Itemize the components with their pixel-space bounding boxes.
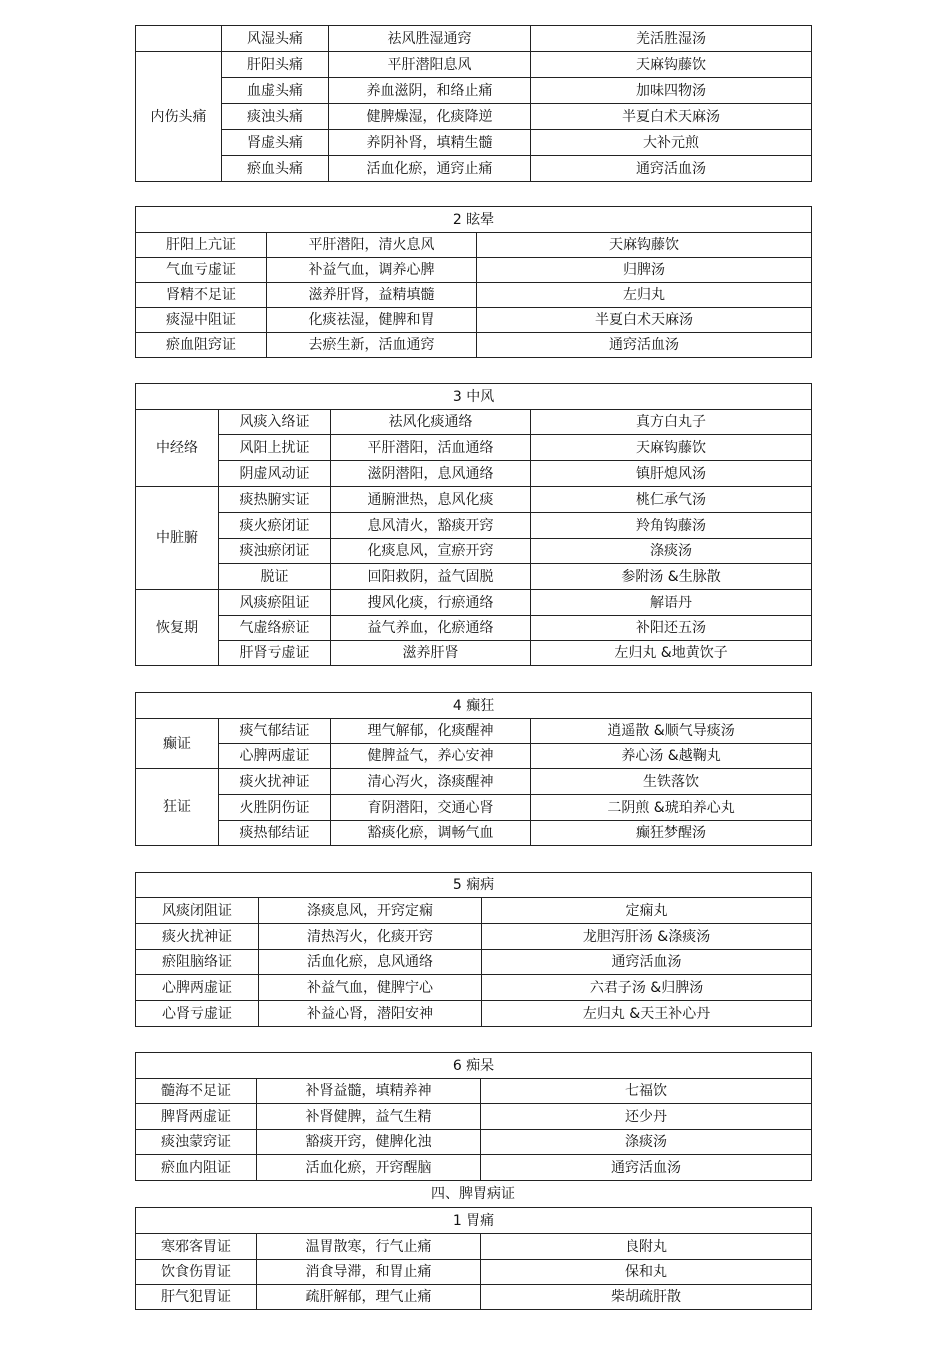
formula-cell: 柴胡疏肝散	[481, 1285, 812, 1310]
syndrome-cell: 痰热郁结证	[219, 821, 331, 846]
method-cell: 益气养血，化瘀通络	[331, 616, 531, 641]
group-cell: 内伤头痛	[136, 52, 222, 182]
table-row	[136, 308, 812, 333]
dementia-table	[135, 1052, 812, 1181]
formula-cell: 保和丸	[481, 1260, 812, 1285]
syndrome-cell: 风湿头痛	[222, 26, 329, 52]
formula-cell: 参附汤 &生脉散	[531, 564, 812, 590]
syndrome-cell: 阴虚风动证	[219, 461, 331, 487]
formula-cell: 养心汤 &越鞠丸	[531, 744, 812, 769]
syndrome-cell: 肾精不足证	[136, 283, 267, 308]
group-cell	[136, 26, 222, 52]
method-cell: 疏肝解郁，理气止痛	[257, 1285, 481, 1310]
stroke-table	[135, 383, 812, 666]
syndrome-cell: 饮食伤胃证	[136, 1260, 257, 1285]
group-cell: 狂证	[136, 769, 219, 846]
formula-cell: 归脾汤	[477, 258, 812, 283]
method-cell: 祛风化痰通络	[331, 410, 531, 435]
formula-cell: 羌活胜湿汤	[531, 26, 812, 52]
formula-cell: 通窍活血汤	[481, 1155, 812, 1181]
table-row	[136, 1079, 812, 1104]
table-row	[136, 641, 812, 666]
section-heading: 四、脾胃病证	[431, 1186, 515, 1202]
table-row	[136, 104, 812, 130]
formula-cell: 左归丸 &地黄饮子	[531, 641, 812, 666]
stomach-pain-table	[135, 1207, 812, 1310]
table-title: 2 眩晕	[136, 207, 812, 233]
table-row	[136, 975, 812, 1001]
syndrome-cell: 髓海不足证	[136, 1079, 257, 1104]
headache-table	[135, 25, 812, 182]
table-row	[136, 821, 812, 846]
formula-cell: 定痫丸	[482, 898, 812, 924]
table-title: 6 痴呆	[136, 1053, 812, 1079]
method-cell: 养阴补肾，填精生髓	[329, 130, 531, 156]
syndrome-cell: 瘀血头痛	[222, 156, 329, 182]
table-row	[136, 1285, 812, 1310]
table-row	[136, 258, 812, 283]
method-cell: 平肝潜阳，清火息风	[267, 233, 477, 258]
formula-cell: 良附丸	[481, 1234, 812, 1260]
method-cell: 理气解郁，化痰醒神	[331, 719, 531, 744]
formula-cell: 天麻钩藤饮	[531, 435, 812, 461]
syndrome-cell: 气血亏虚证	[136, 258, 267, 283]
table-title: 3 中风	[136, 384, 812, 410]
vertigo-table	[135, 206, 812, 358]
syndrome-cell: 痰火瘀闭证	[219, 513, 331, 539]
formula-cell: 逍遥散 &顺气导痰汤	[531, 719, 812, 744]
formula-cell: 镇肝熄风汤	[531, 461, 812, 487]
syndrome-cell: 肝阳头痛	[222, 52, 329, 78]
method-cell: 补肾健脾，益气生精	[257, 1104, 481, 1130]
table-row	[136, 1130, 812, 1155]
syndrome-cell: 瘀血阻窍证	[136, 333, 267, 358]
table-row	[136, 78, 812, 104]
table-row	[136, 333, 812, 358]
syndrome-cell: 心脾两虚证	[219, 744, 331, 769]
method-cell: 去瘀生新，活血通窍	[267, 333, 477, 358]
formula-cell: 左归丸	[477, 283, 812, 308]
method-cell: 滋养肝肾	[331, 641, 531, 666]
syndrome-cell: 肾虚头痛	[222, 130, 329, 156]
method-cell: 滋阴潜阳，息风通络	[331, 461, 531, 487]
table-row	[136, 130, 812, 156]
method-cell: 息风清火，豁痰开窍	[331, 513, 531, 539]
group-cell: 恢复期	[136, 590, 219, 666]
formula-cell: 天麻钩藤饮	[531, 52, 812, 78]
table-row	[136, 590, 812, 616]
syndrome-cell: 心脾两虚证	[136, 975, 259, 1001]
syndrome-cell: 气虚络瘀证	[219, 616, 331, 641]
syndrome-cell: 火胜阴伤证	[219, 795, 331, 821]
method-cell: 回阳救阴，益气固脱	[331, 564, 531, 590]
table-row	[136, 898, 812, 924]
group-cell: 中经络	[136, 410, 219, 487]
formula-cell: 通窍活血汤	[531, 156, 812, 182]
method-cell: 补益心肾，潜阳安神	[259, 1001, 482, 1027]
syndrome-cell: 痰浊头痛	[222, 104, 329, 130]
method-cell: 平肝潜阳，活血通络	[331, 435, 531, 461]
table-row	[136, 461, 812, 487]
method-cell: 通腑泄热，息风化痰	[331, 487, 531, 513]
method-cell: 活血化瘀，开窍醒脑	[257, 1155, 481, 1181]
method-cell: 豁痰开窍，健脾化浊	[257, 1130, 481, 1155]
table-row	[136, 1104, 812, 1130]
table-row	[136, 616, 812, 641]
syndrome-cell: 脱证	[219, 564, 331, 590]
table-row	[136, 513, 812, 539]
method-cell: 活血化瘀，息风通络	[259, 950, 482, 975]
method-cell: 滋养肝肾，益精填髓	[267, 283, 477, 308]
syndrome-cell: 痰热腑实证	[219, 487, 331, 513]
formula-cell: 真方白丸子	[531, 410, 812, 435]
table-row	[136, 156, 812, 182]
table-row	[136, 1234, 812, 1260]
syndrome-cell: 风痰入络证	[219, 410, 331, 435]
table-title: 1 胃痛	[136, 1208, 812, 1234]
method-cell: 温胃散寒，行气止痛	[257, 1234, 481, 1260]
syndrome-cell: 脾肾两虚证	[136, 1104, 257, 1130]
formula-cell: 羚角钩藤汤	[531, 513, 812, 539]
method-cell: 豁痰化瘀，调畅气血	[331, 821, 531, 846]
formula-cell: 天麻钩藤饮	[477, 233, 812, 258]
table-row	[136, 769, 812, 795]
method-cell: 清热泻火，化痰开窍	[259, 924, 482, 950]
syndrome-cell: 瘀阻脑络证	[136, 950, 259, 975]
syndrome-cell: 风痰瘀阻证	[219, 590, 331, 616]
method-cell: 祛风胜湿通窍	[329, 26, 531, 52]
formula-cell: 半夏白术天麻汤	[477, 308, 812, 333]
table-title: 5 痫病	[136, 873, 812, 898]
table-row	[136, 435, 812, 461]
method-cell: 补益气血，调养心脾	[267, 258, 477, 283]
table-row	[136, 26, 812, 52]
table-row	[136, 795, 812, 821]
table-row	[136, 924, 812, 950]
mania-table	[135, 692, 812, 846]
syndrome-cell: 痰气郁结证	[219, 719, 331, 744]
formula-cell: 涤痰汤	[531, 539, 812, 564]
method-cell: 育阴潜阳，交通心肾	[331, 795, 531, 821]
table-title: 4 癫狂	[136, 693, 812, 719]
group-cell: 中脏腑	[136, 487, 219, 590]
table-row	[136, 744, 812, 769]
syndrome-cell: 痰火扰神证	[219, 769, 331, 795]
method-cell: 健脾燥湿，化痰降逆	[329, 104, 531, 130]
syndrome-cell: 寒邪客胃证	[136, 1234, 257, 1260]
method-cell: 消食导滞，和胃止痛	[257, 1260, 481, 1285]
syndrome-cell: 肝阳上亢证	[136, 233, 267, 258]
formula-cell: 生铁落饮	[531, 769, 812, 795]
method-cell: 活血化瘀，通窍止痛	[329, 156, 531, 182]
method-cell: 补益气血，健脾宁心	[259, 975, 482, 1001]
formula-cell: 六君子汤 &归脾汤	[482, 975, 812, 1001]
table-row	[136, 950, 812, 975]
syndrome-cell: 血虚头痛	[222, 78, 329, 104]
syndrome-cell: 痰浊蒙窍证	[136, 1130, 257, 1155]
formula-cell: 解语丹	[531, 590, 812, 616]
formula-cell: 补阳还五汤	[531, 616, 812, 641]
table-row	[136, 52, 812, 78]
syndrome-cell: 风痰闭阻证	[136, 898, 259, 924]
method-cell: 化痰祛湿，健脾和胃	[267, 308, 477, 333]
table-row	[136, 564, 812, 590]
method-cell: 涤痰息风，开窍定痫	[259, 898, 482, 924]
formula-cell: 通窍活血汤	[477, 333, 812, 358]
method-cell: 健脾益气，养心安神	[331, 744, 531, 769]
method-cell: 搜风化痰，行瘀通络	[331, 590, 531, 616]
table-row	[136, 283, 812, 308]
table-row	[136, 539, 812, 564]
method-cell: 化痰息风，宣瘀开窍	[331, 539, 531, 564]
formula-cell: 大补元煎	[531, 130, 812, 156]
syndrome-cell: 痰浊瘀闭证	[219, 539, 331, 564]
syndrome-cell: 肝肾亏虚证	[219, 641, 331, 666]
formula-cell: 桃仁承气汤	[531, 487, 812, 513]
method-cell: 补肾益髓，填精养神	[257, 1079, 481, 1104]
formula-cell: 通窍活血汤	[482, 950, 812, 975]
syndrome-cell: 瘀血内阻证	[136, 1155, 257, 1181]
formula-cell: 七福饮	[481, 1079, 812, 1104]
syndrome-cell: 痰湿中阻证	[136, 308, 267, 333]
table-row	[136, 1260, 812, 1285]
formula-cell: 二阴煎 &琥珀养心丸	[531, 795, 812, 821]
syndrome-cell: 风阳上扰证	[219, 435, 331, 461]
syndrome-cell: 心肾亏虚证	[136, 1001, 259, 1027]
syndrome-cell: 肝气犯胃证	[136, 1285, 257, 1310]
group-cell: 癫证	[136, 719, 219, 769]
formula-cell: 涤痰汤	[481, 1130, 812, 1155]
syndrome-cell: 痰火扰神证	[136, 924, 259, 950]
table-row	[136, 487, 812, 513]
formula-cell: 左归丸 &天王补心丹	[482, 1001, 812, 1027]
formula-cell: 还少丹	[481, 1104, 812, 1130]
method-cell: 清心泻火，涤痰醒神	[331, 769, 531, 795]
formula-cell: 龙胆泻肝汤 &涤痰汤	[482, 924, 812, 950]
table-row	[136, 1155, 812, 1181]
table-row	[136, 233, 812, 258]
method-cell: 平肝潜阳息风	[329, 52, 531, 78]
table-row	[136, 1001, 812, 1027]
table-row	[136, 410, 812, 435]
formula-cell: 癫狂梦醒汤	[531, 821, 812, 846]
formula-cell: 半夏白术天麻汤	[531, 104, 812, 130]
formula-cell: 加味四物汤	[531, 78, 812, 104]
table-row	[136, 719, 812, 744]
method-cell: 养血滋阴，和络止痛	[329, 78, 531, 104]
epilepsy-table	[135, 872, 812, 1027]
